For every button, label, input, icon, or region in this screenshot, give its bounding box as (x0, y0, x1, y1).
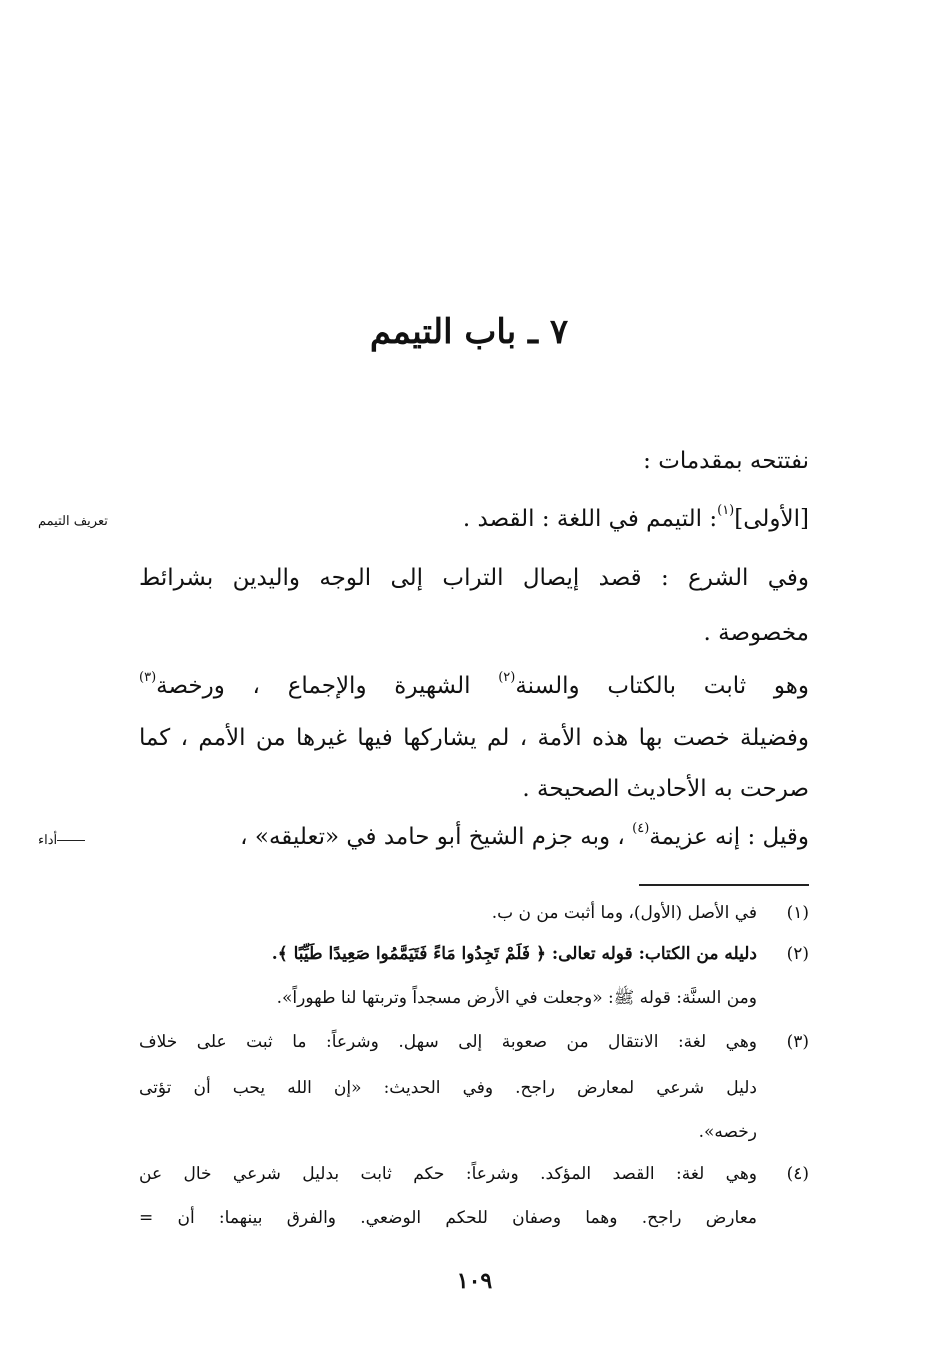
footnote-separator (639, 884, 809, 886)
footnote-text: دليله من الكتاب: قوله تعالى: ﴿ فَلَمْ تَجِدُوا مَاءً فَتَيَمَّمُوا صَعِيدًا طَيِّبًا ﴾. (271, 944, 757, 964)
continuation-dash (57, 840, 85, 841)
proof-line-2: وفضيلة خصت بها هذه الأمة ، لم يشاركها فيها غيرها من الأمم ، كما (139, 725, 809, 751)
proof-text-a: وهو ثابت بالكتاب والسنة (515, 673, 809, 699)
first-label: [الأولى] (734, 506, 809, 532)
first-text: : التيمم في اللغة : القصد . (462, 506, 718, 532)
footnote-number: (٢) (786, 944, 809, 964)
continuation-text: أداء (38, 833, 58, 848)
footnote-3-line-2 (139, 1080, 809, 1102)
footnote-text: رخصه». (698, 1122, 757, 1142)
footnote-text: وهي لغة: الانتقال من صعوبة إلى سهل. وشرعاً: ما ثبت على خلاف (139, 1032, 757, 1052)
first-definition-line (139, 503, 809, 532)
footnote-number: (٤) (786, 1164, 809, 1184)
shar-line-1: وفي الشرع : قصد إيصال التراب إلى الوجه واليدين بشرائط (139, 565, 809, 591)
footnote-ref-2[interactable]: (٢) (498, 670, 516, 685)
footnote-number: (٣) (786, 1032, 809, 1052)
footnote-ref-1[interactable]: (١) (717, 503, 735, 518)
footnote-4-line-2 (139, 1210, 809, 1232)
footnote-2-line-2 (139, 990, 809, 1012)
footnote-text: دليل شرعي لمعارض راجح. وفي الحديث: «إن الله يحب أن تؤتى (139, 1078, 757, 1098)
footnote-4 (139, 1166, 809, 1188)
footnote-text: ومن السنَّة: قوله ﷺ: «وجعلت في الأرض مسجداً وتربتها لنا طهوراً». (276, 988, 757, 1008)
footnote-1 (139, 905, 809, 927)
footnote-3-line-3 (139, 1124, 809, 1146)
footnote-text: في الأصل (الأول)، وما أثبت من ن ب. (491, 903, 757, 923)
qil-line (139, 821, 809, 850)
qil-text-b: ، وبه جزم الشيخ أبو حامد في «تعليقه» ، (240, 824, 633, 850)
qil-text-a: وقيل : إنه عزيمة (649, 824, 809, 850)
chapter-title: ٧ ـ باب التيمم (369, 312, 569, 352)
proof-text-b: الشهيرة والإجماع ، ورخصة (156, 673, 499, 699)
footnote-text: وهي لغة: القصد المؤكد. وشرعاً: حكم ثابت بدليل شرعي خال عن (139, 1164, 757, 1184)
margin-note-definition: تعريف التيمم (38, 514, 108, 529)
footnote-text: معارض راجح. وهما وصفان للحكم الوضعي. والفرق بينهما: أن = (139, 1208, 757, 1228)
footnote-number: (١) (786, 903, 809, 923)
footnote-2 (139, 946, 809, 968)
proof-line-1 (139, 670, 809, 699)
page-number: ١٠٩ (456, 1268, 493, 1294)
intro-line: نفتتحه بمقدمات : (643, 448, 809, 474)
footnote-3 (139, 1034, 809, 1056)
shar-line-2: مخصوصة . (703, 620, 809, 646)
margin-note-continuation (38, 833, 89, 848)
footnote-ref-4[interactable]: (٤) (632, 821, 650, 836)
proof-line-3: صرحت به الأحاديث الصحيحة . (522, 776, 809, 802)
footnote-ref-3[interactable]: (٣) (139, 670, 157, 685)
